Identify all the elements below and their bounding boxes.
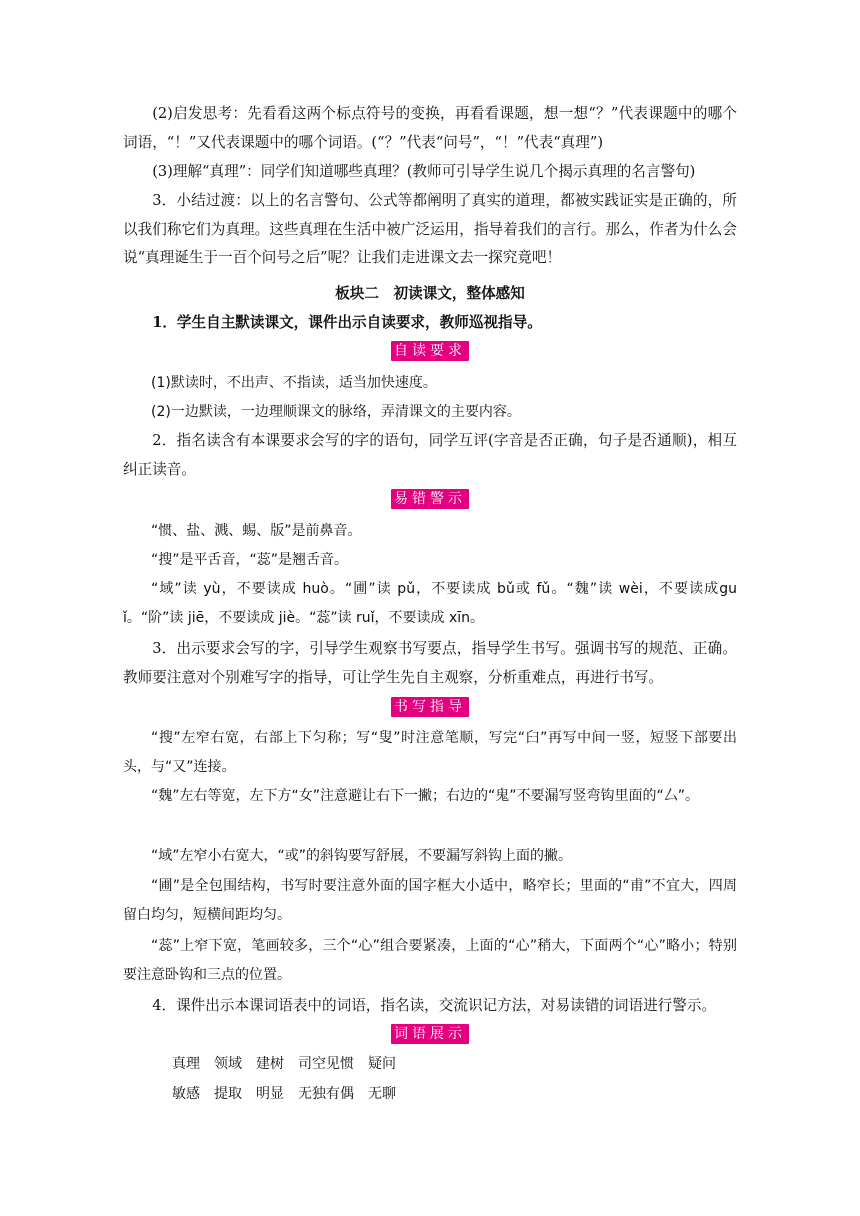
tag-label: 易错警示 [391, 489, 469, 509]
tag-label: 书写指导 [391, 697, 469, 717]
paragraph-vocabulary: 4．课件出示本课词语表中的词语，指名读，交流识记方法，对易读错的词语进行警示。 [152, 997, 717, 1014]
tag-self-reading-requirements [0, 341, 860, 361]
paragraph-char-pu: “圃”是全包围结构，书写时要注意外面的国字框大小适中，略窄长；里面的“甫”不宜大，四周留白均匀，短横间距均匀。 [123, 878, 737, 923]
paragraph-front-nasal: “惯、盐、溅、蜴、版”是前鼻音。 [151, 523, 362, 539]
paragraph-read-aloud: 2．指名读含有本课要求会写的字的语句，同学互评(字音是否正确，句子是否通顺)，相互纠正读音。 [123, 432, 737, 478]
paragraph-writing-guide: 3．出示要求会写的字，引导学生观察书写要点，指导学生书写。强调书写的规范、正确。教师要注意对个别难写字的指导，可让学生先自主观察，分析重难点，再进行书写。 [123, 640, 737, 686]
paragraph-char-rui: “蕊”上窄下宽，笔画较多，三个“心”组合要紧凑，上面的“心”稍大，下面两个“心”略小；特别要注意卧钩和三点的位置。 [123, 938, 737, 983]
paragraph-char-sou: “搜”左窄右宽，右部上下匀称；写“叟”时注意笔顺，写完“臼”再写中间一竖，短竖下部要出头，与“又”连接。 [123, 730, 737, 775]
section-title-block-two: 板块二 初读课文，整体感知 [335, 285, 525, 302]
tag-error-warning [0, 489, 860, 509]
tag-label: 自读要求 [391, 341, 469, 361]
tag-writing-guidance [0, 697, 860, 717]
paragraph-pronunciation: “域”读 yù，不要读成 huò。“圃”读 pǔ，不要读成 bǔ或 fǔ。“魏”读 wèi，不要读成guǐ。“阶”读 jiē，不要读成 jiè。“蕊”读 ruǐ，不要读成 xīn。 [123, 581, 737, 626]
paragraph-char-wei: “魏”左右等宽，左下方“女”注意避让右下一撇；右边的“鬼”不要漏写竖弯钩里面的“厶”。 [151, 788, 700, 804]
tag-vocabulary-display [0, 1024, 860, 1044]
paragraph-requirement-2: (2)一边默读，一边理顺课文的脉络，弄清课文的主要内容。 [151, 404, 521, 420]
word-list-row-2: 敏感 提取 明显 无独有偶 无聊 [172, 1086, 396, 1102]
paragraph-requirement-1: (1)默读时，不出声、不指读，适当加快速度。 [151, 375, 437, 391]
paragraph-self-reading: 1．学生自主默读课文，课件出示自读要求，教师巡视指导。 [152, 314, 542, 331]
paragraph-summary-transition: 3．小结过渡：以上的名言警句、公式等都阐明了真实的道理，都被实践证实是正确的，所以我们称它们为真理。这些真理在生活中被广泛运用，指导着我们的言行。那么，作者为什么会说“真理诞生于一百个问号之后”呢？让我们走进课文去一探究竟吧！ [123, 192, 737, 267]
word-list-row-1: 真理 领域 建树 司空见惯 疑问 [172, 1056, 396, 1072]
paragraph-inspire-thinking: (2)启发思考：先看看这两个标点符号的变换，再看看课题，想一想“？”代表课题中的哪个词语，“！”又代表课题中的哪个词语。(“？”代表“问号”，“！”代表“真理”) [123, 105, 737, 151]
paragraph-char-yu: “域”左窄小右宽大，“或”的斜钩要写舒展，不要漏写斜钩上面的撇。 [151, 848, 573, 864]
tag-label: 词语展示 [391, 1024, 469, 1044]
paragraph-understand-truth: (3)理解“真理”：同学们知道哪些真理？(教师可引导学生说几个揭示真理的名言警句) [152, 163, 696, 180]
paragraph-tongue-sounds: “搜”是平舌音，“蕊”是翘舌音。 [151, 552, 349, 568]
